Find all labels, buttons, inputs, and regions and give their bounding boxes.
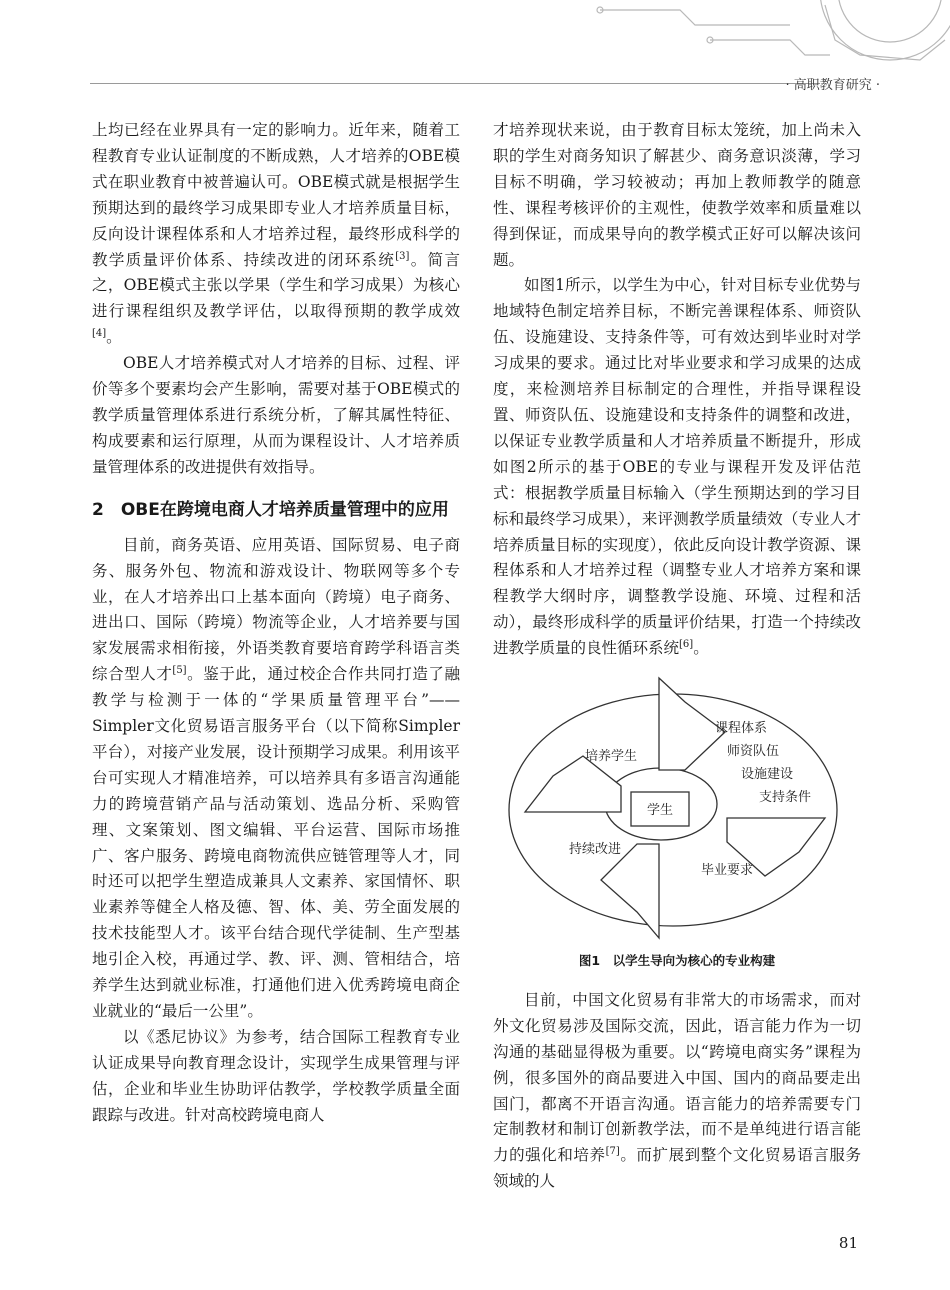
center-label: 学生 xyxy=(646,803,674,819)
figure-1 xyxy=(493,672,861,974)
paragraph xyxy=(493,273,861,662)
right-column xyxy=(493,118,861,1195)
paragraph-text: 目前，中国文化贸易有非常大的市场需求，而对外文化贸易涉及国际交流，因此，语言能力作为一切沟通的基础显得极为重要。以“跨境电商实务”课程为例，很多国外的商品要进入中国、国内的商品要走出国门，都离不开语言沟通。语言能力的培养需要专门定制教材和制订创新教学法，而不是单纯进行语言能力的强化和培养 xyxy=(493,990,861,1165)
label-course-system: 课程体系 xyxy=(714,721,768,737)
paragraph xyxy=(493,988,861,1195)
citation: [6] xyxy=(679,638,694,650)
paragraph-text: 。简言之，OBE模式主张以学果（学生和学习成果）为核心进行课程组织及教学评估，以取得预期的教学成效 xyxy=(92,250,460,321)
figure-1-diagram xyxy=(493,672,861,942)
arrow-bottom xyxy=(601,844,659,938)
header-rule xyxy=(90,83,820,84)
citation: [7] xyxy=(605,1146,620,1158)
label-faculty: 师资队伍 xyxy=(726,744,780,760)
paragraph xyxy=(92,118,460,351)
paragraph-text: 上均已经在业界具有一定的影响力。近年来，随着工程教育专业认证制度的不断成熟，人才培养的OBE模式在职业教育中被普遍认可。OBE模式就是根据学生预期达到的最终学习成果即专业人才培养质量目标，反向设计课程体系和人才培养过程，最终形成科学的教学质量评价体系、持续改进的闭环系统 xyxy=(92,121,460,269)
section-heading: 2 OBE在跨境电商人才培养质量管理中的应用 xyxy=(92,499,449,520)
paragraph xyxy=(92,533,460,1025)
paragraph: 才培养现状来说，由于教育目标太笼统，加上尚未入职的学生对商务知识了解甚少、商务意识淡薄，学习目标不明确，学习较被动；再加上教师教学的随意性、课程考核评价的主观性，使教学效率和质量难以得到保证，而成果导向的教学模式正好可以解决该问题。 xyxy=(493,121,861,269)
paragraph-text: 。 xyxy=(106,328,122,347)
label-continuous-improvement: 持续改进 xyxy=(568,842,622,858)
paragraph-text: 。 xyxy=(693,639,709,658)
paragraph-text: 如图1所示，以学生为中心，针对目标专业优势与地域特色制定培养目标，不断完善课程体系、师资队伍、设施建设、支持条件等，可有效达到毕业时对学习成果的要求。通过比对毕业要求和学习成果的达成度，来检测培养目标制定的合理性，并指导课程设置、师资队伍、设施建设和支持条件的调整和改进，以保证专业教学质量和人才培养质量不断提升，形成如图2所示的基于OBE的专业与课程开发及评估范式：根据教学质量目标输入（学生预期达到的学习目标和最终学习成果），来评测教学质量绩效（专业人才培养质量目标的实现度），依此反向设计教学资源、课程体系和人才培养过程（调整专业人才培养方案和课程教学大纲时序，调整教学设施、环境、过程和活动），最终形成科学的质量评价结果，打造一个持续改进教学质量的良性循环系统 xyxy=(493,276,861,658)
gear-decoration xyxy=(560,0,950,70)
paragraph: OBE人才培养模式对人才培养的目标、过程、评价等多个要素均会产生影响，需要对基于OBE模式的教学质量管理体系进行系统分析，了解其属性特征、构成要素和运行原理，从而为课程设计、人才培养质量管理体系的改进提供有效指导。 xyxy=(92,354,460,476)
page-number: 81 xyxy=(838,1234,858,1252)
paragraph: 以《悉尼协议》为参考，结合国际工程教育专业认证成果导向教育理念设计，实现学生成果管理与评估，企业和毕业生协助评估教学，学校教学质量全面跟踪与改进。针对高校跨境电商人 xyxy=(92,1027,460,1124)
label-support: 支持条件 xyxy=(758,790,812,806)
citation: [4] xyxy=(92,328,107,340)
citation: [3] xyxy=(395,250,410,262)
figure-caption: 图1 以学生导向为核心的专业构建 xyxy=(578,953,776,969)
paragraph-text: 。鉴于此，通过校企合作共同打造了融教学与检测于一体的“学果质量管理平台”——Simpler文化贸易语言服务平台（以下简称Simpler平台），对接产业发展，设计预期学习成果。利用该平台可实现人才精准培养，可以培养具有多语言沟通能力的跨境营销产品与活动策划、选品分析、采购管理、文案策划、图文编辑、平台运营、国际市场推广、客户服务、跨境电商物流供应链管理等人才，同时还可以把学生塑造成兼具人文素养、家国情怀、职业素养等健全人格及德、智、体、美、劳全面发展的技术技能型人才。该平台结合现代学徒制、生产型基地引企入校，再通过学、教、评、测、管相结合，培养学生达到就业标准，打通他们进入优秀跨境电商企业就业的“最后一公里”。 xyxy=(92,665,460,1020)
journal-section-title: · 高职教育研究 · xyxy=(785,78,880,93)
paragraph-text: 目前，商务英语、应用英语、国际贸易、电子商务、服务外包、物流和游戏设计、物联网等多个专业，在人才培养出口上基本面向（跨境）电子商务、进出口、国际（跨境）物流等企业，人才培养要与国家发展需求相衔接，外语类教育要培育跨学科语言类综合型人才 xyxy=(92,535,460,684)
citation: [5] xyxy=(172,665,187,677)
label-facilities: 设施建设 xyxy=(740,767,794,783)
label-graduation-requirements: 毕业要求 xyxy=(700,863,754,879)
paragraph-text: 。而扩展到整个文化贸易语言服务领域的人 xyxy=(493,1146,861,1191)
left-column xyxy=(92,118,460,1129)
label-training: 培养学生 xyxy=(584,749,638,765)
arrow-left xyxy=(525,756,621,812)
